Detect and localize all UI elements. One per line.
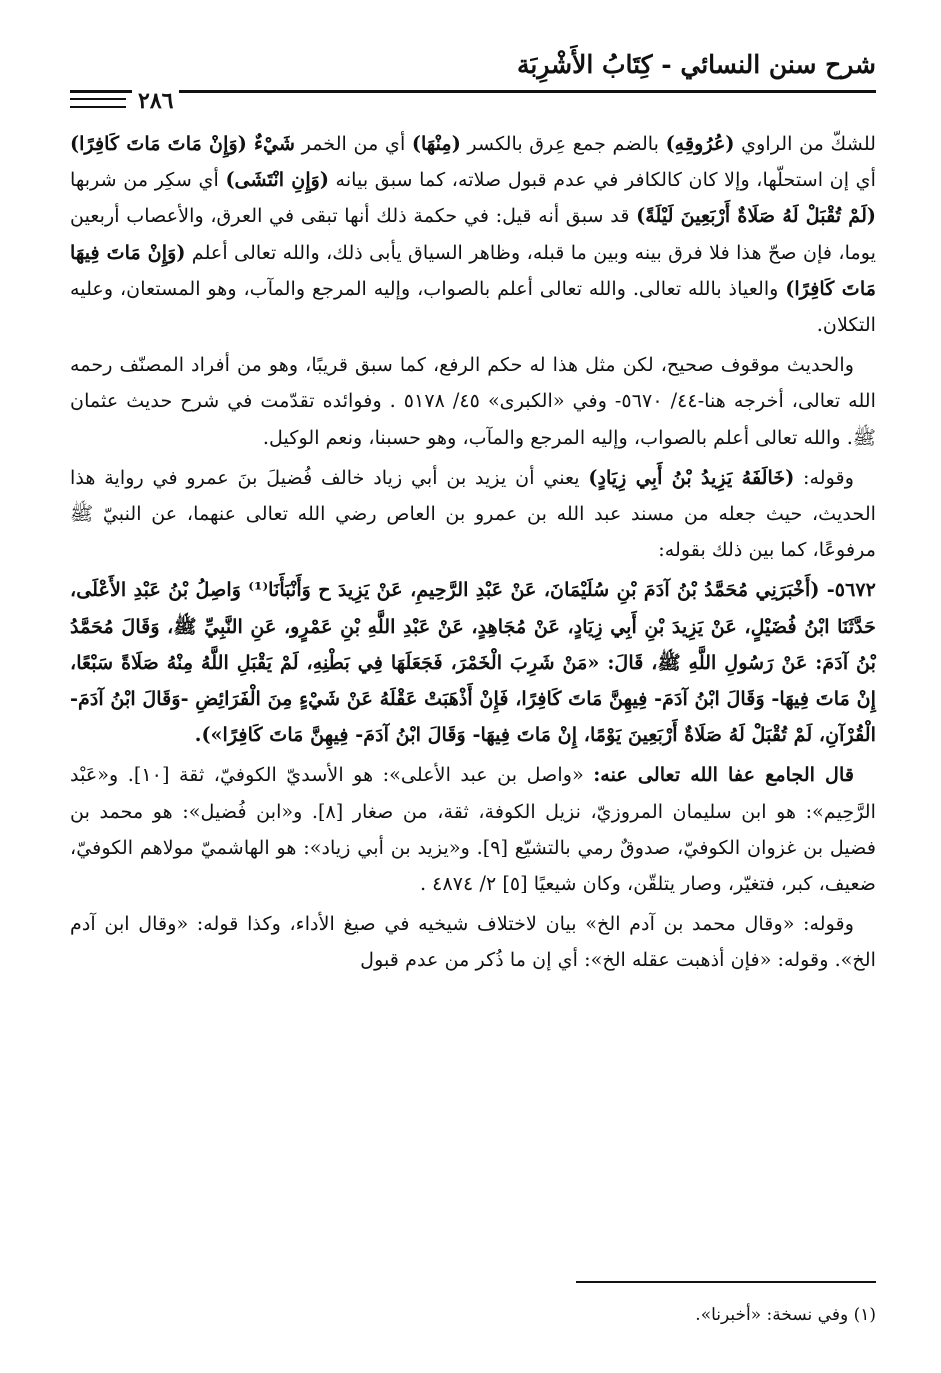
bold-text-segment: (خَالَفَهُ يَزِيدُ بْنُ أَبِي زِيَادٍ) xyxy=(588,465,795,489)
bold-text-segment: (وَإِنِ انْتَشَى) xyxy=(225,168,329,192)
text-segment: للشكّ من الراوي xyxy=(734,132,877,155)
text-segment: والعياذ بالله تعالى. والله تعالى أعلم بالصواب، وإليه المرجع والمآب، وهو المستعان، وعليه التكلان. xyxy=(70,276,876,337)
page-number: ٢٨٦ xyxy=(132,88,179,114)
bold-text-segment: قال الجامع عفا الله تعالى عنه: xyxy=(593,763,855,787)
bold-text-segment: (مِنْهَا) xyxy=(411,132,461,155)
text-segment: أي من الخمر xyxy=(295,132,412,155)
text-segment: بالضم جمع عِرق بالكسر xyxy=(460,132,666,155)
text-segment: «واصل بن عبد الأعلى»: هو الأسديّ الكوفيّ، ثقة [١٠]. و«عَبْد الرَّحِيم»: هو ابن سليمان المروزيّ، نزيل الكوفة، ثقة، من صغار [٨]. و«ابن فُضيل»: هو محمد بن فضيل بن غزوان الكوفيّ، صدوقٌ رمي بالتشيّع [٩]. و«يزيد بن أبي زياد»: هو الهاشميّ مولاهم الكوفيّ، ضعيف، كبر، فتغيّر، وصار يتلقّن، وكان شيعيًا [٥] ٢/ ٤٨٧٤ . xyxy=(70,763,876,896)
text-segment: وقوله: «وقال محمد بن آدم الخ» بيان لاختلاف شيخيه في صيغ الأداء، وكذا قوله: «وقال ابن آدم الخ». وقوله: «فإن أذهبت عقله الخ»: أي إن ما ذُكر من عدم قبول xyxy=(70,912,876,972)
paragraph xyxy=(70,572,876,753)
text-segment: أي إن استحلّها، وإلا كان كالكافر في عدم قبول صلاته، كما سبق بيانه xyxy=(329,168,876,192)
body-text xyxy=(70,126,876,983)
document-page xyxy=(70,40,876,1340)
page-header xyxy=(70,40,876,114)
paragraph xyxy=(70,460,876,569)
text-segment: وقوله: xyxy=(794,465,854,489)
footnote-rule xyxy=(576,1281,876,1283)
bold-text-segment: شَيْءٌ (وَإِنْ مَاتَ مَاتَ كَافِرًا) xyxy=(70,132,296,155)
text-segment: والحديث موقوف صحيح، لكن مثل هذا له حكم الرفع، كما سبق قريبًا، وهو من أفراد المصنّف رحمه الله تعالى، أخرجه هنا-٤٤/ ٥٦٧٠- وفي «الكبرى» ٤٥/ ٥١٧٨ . وفوائده تقدّمت في شرح حديث عثمان ﷺ. والله تعالى أعلم بالصواب، وإليه المرجع والمآب، وهو حسبنا، ونعم الوكيل. xyxy=(70,353,876,449)
text-segment: يعني أن يزيد بن أبي زياد خالف فُضيلَ بنَ عمرو في رواية هذا الحديث، حيث جعله من مسند عبد الله بن عمرو بن العاص رضي الله تعالى عنهما، عن النبيّ ﷺ مرفوعًا، كما بين ذلك بقوله: xyxy=(70,465,876,562)
bold-text-segment: (وَإِنْ مَاتَ فِيهَا مَاتَ كَافِرًا) xyxy=(70,240,876,300)
bold-text-segment: ٥٦٧٢- (أَخْبَرَنِي مُحَمَّدُ بْنُ آدَمَ بْنِ سُلَيْمَانَ، عَنْ عَبْدِ الرَّحِيمِ، عَنْ يَزِيدَ ح وَأَنْبَأَنَا⁽¹⁾ وَاصِلُ بْنُ عَبْدِ الأَعْلَى، حَدَّثَنَا ابْنُ فُضَيْلٍ، عَنْ يَزِيدَ بْنِ أَبِي زِيَادٍ، عَنْ مُجَاهِدٍ، عَنْ عَبْدِ اللَّهِ بْنِ عَمْرٍو، عَنِ النَّبِيِّ ﷺ، وَقَالَ مُحَمَّدُ بْنُ آدَمَ: عَنْ رَسُولِ اللَّهِ ﷺ، قَالَ: «مَنْ شَرِبَ الْخَمْرَ، فَجَعَلَهَا فِي بَطْنِهِ، لَمْ يَقْبَلِ اللَّهُ مِنْهُ صَلَاةً سَبْعًا، إِنْ مَاتَ فِيهَا- وَقَالَ ابْنُ آدَمَ- فِيهِنَّ مَاتَ كَافِرًا، فَإِنْ أَذْهَبَتْ عَقْلَهُ عَنْ شَيْءٍ مِنَ الْفَرَائِضِ -وَقَالَ ابْنُ آدَمَ- الْقُرْآنِ، لَمْ تُقْبَلْ لَهُ صَلَاةٌ أَرْبَعِينَ يَوْمًا، إِنْ مَاتَ فِيهَا- وَقَالَ ابْنُ آدَمَ- فِيهِنَّ مَاتَ كَافِرًا»). xyxy=(70,578,876,747)
header-rule xyxy=(70,90,876,93)
text-segment: أي سكِر من شربها xyxy=(70,168,226,192)
bold-text-segment: (لَمْ تُقْبَلْ لَهُ صَلَاةٌ أَرْبَعِينَ لَيْلَةً) xyxy=(636,204,876,228)
bold-text-segment: (عُرُوقِهِ) xyxy=(665,132,735,155)
running-title: شرح سنن النسائي - كِتَابُ الأَشْرِبَة xyxy=(516,50,876,79)
footnote: (١) وفي نسخة: «أخبرنا». xyxy=(695,1305,876,1325)
paragraph xyxy=(70,757,876,902)
paragraph xyxy=(70,126,876,343)
paragraph xyxy=(70,347,876,456)
paragraph xyxy=(70,906,876,978)
text-segment: قد سبق أنه قيل: في حكمة ذلك أنها تبقى في العرق، والأعصاب أربعين يوما، فإن صحّ هذا فلا فرق بينه وبين ما قبله، وظاهر السياق يأبى ذلك، والله تعالى أعلم xyxy=(70,204,876,264)
page-number-rule xyxy=(70,98,126,108)
